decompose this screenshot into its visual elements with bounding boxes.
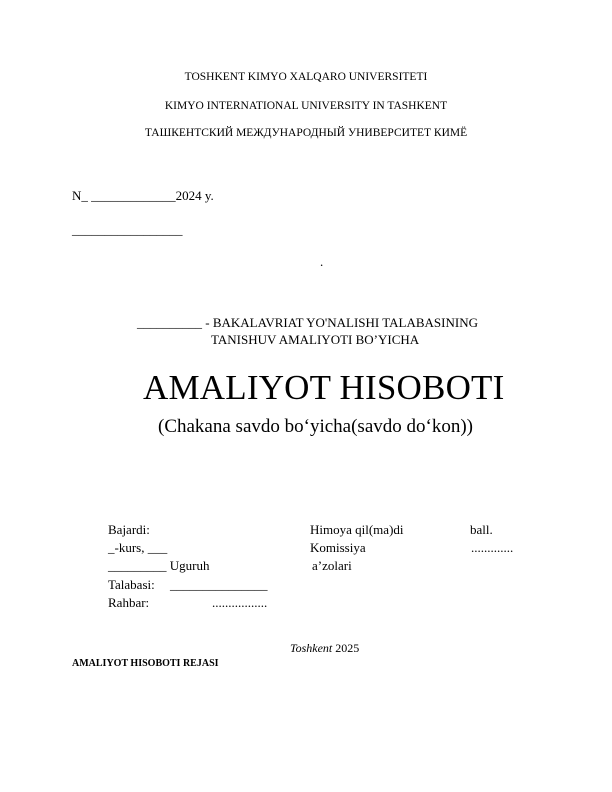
blank-line: _________________ [72,222,183,237]
university-name-uz: TOSHKENT KIMYO XALQARO UNIVERSITETI [184,71,428,83]
bajardi-label: Bajardi: [108,522,150,537]
subtitle-line-1: __________ - BAKALAVRIAT YO'NALISHI TALABASINING [137,315,478,330]
komissiya-label: Komissiya [310,540,366,555]
plan-heading: AMALIYOT HISOBOTI REJASI [72,658,219,669]
dot-mark: . [320,254,324,269]
komissiya-value: ............. [471,540,514,555]
rahbar-value: ................. [212,595,268,610]
talabasi-label: Talabasi: [108,577,155,592]
city-name: Toshkent [290,641,333,655]
year: 2025 [335,641,360,655]
report-subtitle: (Chakana savdo bo‘yicha(savdo do‘kon)) [158,416,473,437]
azolari-label: a’zolari [312,558,352,573]
rahbar-label: Rahbar: [108,595,150,610]
university-name-en: KIMYO INTERNATIONAL UNIVERSITY IN TASHKENT [164,100,448,112]
report-title: AMALIYOT HISOBOTI [143,368,505,407]
ball-label: ball. [470,522,493,537]
kurs-line: _-kurs, ___ [108,540,168,555]
city-year [290,641,359,656]
order-number-line: N_ _____________2024 y. [72,188,214,203]
himoya-label: Himoya qil(ma)di [310,522,404,537]
university-name-ru: ТАШКЕНТСКИЙ МЕЖДУНАРОДНЫЙ УНИВЕРСИТЕТ КИМЁ [144,127,468,139]
subtitle-line-2: TANISHUV AMALIYOTI BO’YICHA [211,332,420,347]
uguruh-line: _________ Uguruh [108,558,210,573]
talabasi-value: _______________ [170,577,268,592]
